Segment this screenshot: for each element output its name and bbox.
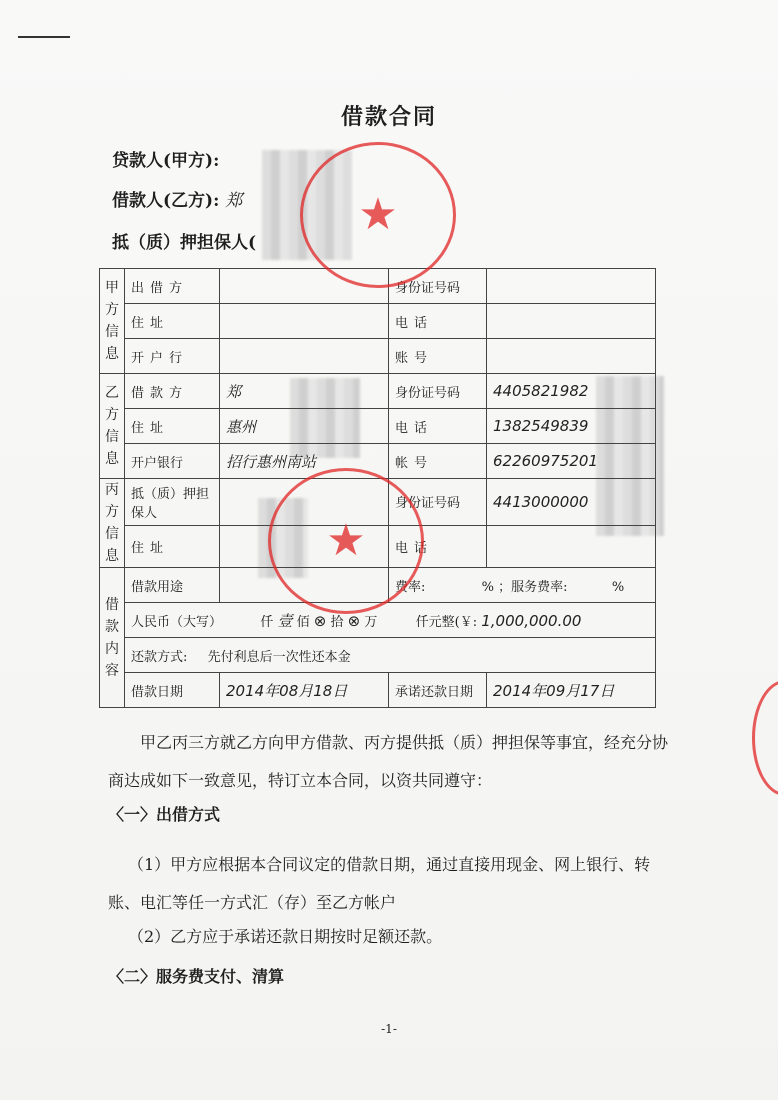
borrower-handwriting: 郑	[225, 191, 243, 211]
lender-label: 贷款人(甲方):	[112, 151, 220, 171]
loan-purpose-label: 借款用途	[125, 568, 220, 603]
borrower-phone-label: 电话	[389, 409, 487, 444]
lender-name-label: 出借方	[125, 269, 220, 304]
guarantor-phone-value	[487, 525, 656, 567]
due-date-label: 承诺还款日期	[389, 673, 487, 708]
borrower-address-label: 住址	[125, 409, 220, 444]
lender-address-label: 住址	[125, 304, 220, 339]
lender-line	[112, 146, 219, 171]
lender-phone-value	[487, 304, 656, 339]
borrower-account-label: 帐号	[389, 444, 487, 479]
company-seal	[268, 468, 424, 614]
lender-address-value	[220, 304, 389, 339]
borrower-label: 借款人(乙方):	[112, 191, 220, 211]
guarantor-id-label: 身份证号码	[389, 479, 487, 526]
lender-account-label: 账号	[389, 339, 487, 374]
borrower-bank-label: 开户银行	[125, 444, 220, 479]
borrower-phone-value: 1382549839	[487, 409, 656, 444]
company-seal	[300, 142, 456, 288]
clause-item: （2）乙方应于承诺还款日期按时足额还款。	[128, 927, 443, 946]
loan-date-label: 借款日期	[125, 673, 220, 708]
star-icon: ★	[358, 189, 398, 240]
lender-phone-label: 电话	[389, 304, 487, 339]
star-icon: ★	[326, 515, 366, 566]
rmb-handwriting3: ⊗	[347, 611, 361, 630]
table-row	[100, 304, 656, 339]
section-heading: 〈一〉出借方式	[108, 805, 221, 824]
fee-label: ；服务费率:	[498, 579, 568, 595]
repay-value: 先付利息后一次性还本金	[207, 649, 351, 665]
lender-bank-label: 开户行	[125, 339, 220, 374]
borrower-id-label: 身份证号码	[389, 374, 487, 409]
repay-label: 还款方式:	[131, 649, 188, 665]
borrower-id-value: 4405821982	[487, 374, 656, 409]
section-heading: 〈二〉服务费支付、清算	[108, 967, 285, 986]
rate-label: 费率:	[395, 579, 426, 595]
loan-date-value: 2014年08月18日	[220, 673, 389, 708]
amount-cell	[125, 603, 656, 638]
rmb-text4: 万	[364, 614, 378, 630]
guarantor-phone-label: 电话	[389, 525, 487, 567]
fee-unit: %	[611, 579, 625, 595]
lender-id-value	[487, 269, 656, 304]
table-row	[100, 638, 656, 673]
rmb-label: 人民币（大写）	[131, 614, 223, 630]
lender-id-label: 身份证号码	[389, 269, 487, 304]
guarantor-id-value: 4413000000	[487, 479, 656, 526]
guarantor-address-label: 住址	[125, 525, 220, 567]
repay-cell	[125, 638, 656, 673]
guarantor-line	[112, 228, 256, 253]
loan-side-label: 借款内容	[100, 568, 125, 708]
borrower-bank-value: 招行惠州南站	[220, 444, 389, 479]
intro-paragraph: 甲乙丙三方就乙方向甲方借款、丙方提供抵（质）押担保等事宜，经充分协商达成如下一致意见，特订立本合同，以资共同遵守：	[108, 733, 669, 790]
company-seal	[752, 680, 778, 796]
guarantor-label: 抵（质）押担保人(	[112, 233, 257, 253]
page-number: -1-	[381, 1022, 397, 1036]
rmb-text2: 佰	[296, 614, 310, 630]
rmb-figure: 1,000,000.00	[481, 611, 582, 630]
due-date-value: 2014年09月17日	[487, 673, 656, 708]
borrower-line	[112, 186, 242, 211]
corner-mark	[18, 36, 70, 38]
table-row	[100, 673, 656, 708]
lender-account-value	[487, 339, 656, 374]
rmb-handwriting: 壹	[277, 611, 293, 630]
borrower-address-value: 惠州	[220, 409, 389, 444]
table-row	[100, 339, 656, 374]
party-b-side-label: 乙方信息	[100, 374, 125, 479]
table-row	[100, 409, 656, 444]
borrower-account-value: 62260975201	[487, 444, 656, 479]
rate-cell	[389, 568, 656, 603]
clause-item: （1）甲方应根据本合同议定的借款日期，通过直接用现金、网上银行、转账、电汇等任一方式汇（存）至乙方帐户	[108, 855, 651, 912]
guarantor-name-label: 抵（质）押担保人	[125, 479, 220, 526]
rmb-suffix: 仟元整(￥:	[415, 614, 478, 630]
table-row	[100, 374, 656, 409]
page-title: 借款合同	[340, 104, 437, 130]
party-c-side-label: 丙方信息	[100, 479, 125, 568]
rmb-handwriting2: ⊗	[313, 611, 327, 630]
rmb-text3: 拾	[330, 614, 344, 630]
borrower-name-label: 借款方	[125, 374, 220, 409]
borrower-name-value: 郑	[220, 374, 389, 409]
rmb-text: 仟	[260, 614, 274, 630]
rate-unit: %	[481, 579, 495, 595]
party-a-side-label: 甲方信息	[100, 269, 125, 374]
lender-bank-value	[220, 339, 389, 374]
